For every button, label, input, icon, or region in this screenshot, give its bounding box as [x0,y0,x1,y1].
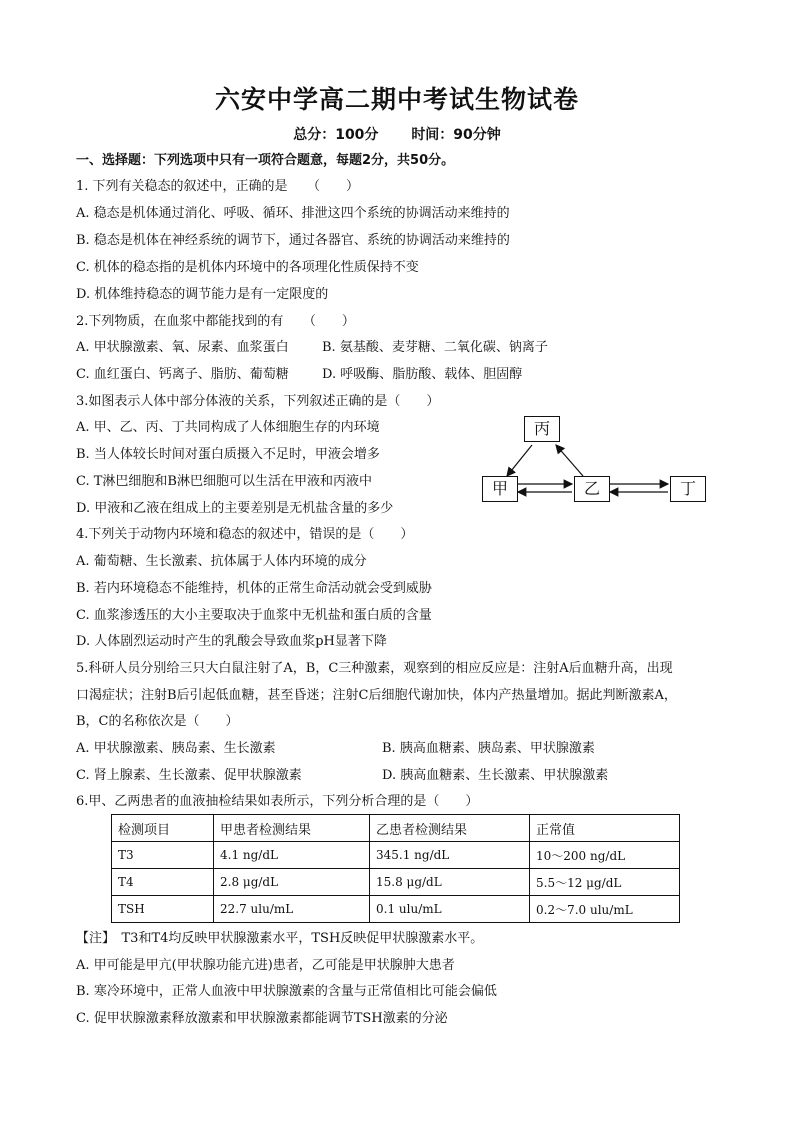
table-cell: T4 [112,869,214,896]
q1-option-d: D. 机体维持稳态的调节能力是有一定限度的 [76,287,329,302]
table-cell: 15.8 μg/dL [370,869,530,896]
q1-stem: 1. 下列有关稳态的叙述中，正确的是 （ ） [76,179,360,194]
blood-test-table [111,814,680,923]
table-cell: 0.2～7.0 ulu/mL [530,896,680,923]
table-cell: 2.8 μg/dL [214,869,370,896]
page-title: 六安中学高二期中考试生物试卷 [214,85,579,114]
q2-options-row1 [76,339,548,357]
q5-option-a: A. 甲状腺激素、胰岛素、生长激素 [76,741,276,756]
q5-option-c: C. 肾上腺素、生长激素、促甲状腺激素 [76,768,302,783]
body-fluid-diagram [480,410,720,510]
arrow-yi-to-bing [556,445,583,476]
q2-option-d: D. 呼吸酶、脂肪酸、载体、胆固醇 [322,367,523,382]
q6-option-c: C. 促甲状腺激素释放激素和甲状腺激素都能调节TSH激素的分泌 [76,1011,448,1026]
q3-option-a: A. 甲、乙、丙、丁共同构成了人体细胞生存的内环境 [76,420,380,435]
q1-option-b: B. 稳态是机体在神经系统的调节下，通过各器官、系统的协调活动来维持的 [76,233,510,248]
table-header-row [112,815,680,842]
q4-option-a: A. 葡萄糖、生长激素、抗体属于人体内环境的成分 [76,554,367,569]
q4-option-d: D. 人体剧烈运动时产生的乳酸会导致血浆pH显著下降 [76,634,387,649]
q5-options-row1 [76,740,595,758]
q5-stem-line2: 口渴症状；注射B后引起低血糖，甚至昏迷；注射C后细胞代谢加快，体内产热量增加。据此判断激素A， [76,688,677,703]
q5-options-row2 [76,767,609,785]
q6-stem: 6.甲、乙两患者的血液抽检结果如表所示，下列分析合理的是（ ） [76,794,479,809]
q3-option-c: C. T淋巴细胞和B淋巴细胞可以生活在甲液和丙液中 [76,474,372,489]
table-cell: 10～200 ng/dL [530,842,680,869]
table-row [112,869,680,896]
q1-option-a: A. 稳态是机体通过消化、呼吸、循环、排泄这四个系统的协调活动来维持的 [76,206,510,221]
q3-option-b: B. 当人体较长时间对蛋白质摄入不足时，甲液会增多 [76,447,380,462]
table-cell: 5.5～12 μg/dL [530,869,680,896]
q4-stem: 4.下列关于动物内环境和稳态的叙述中，错误的是（ ） [76,527,414,542]
section-heading: 一、选择题：下列选项中只有一项符合题意，每题2分，共50分。 [76,153,455,168]
table-cell: 4.1 ng/dL [214,842,370,869]
exam-info [0,124,794,144]
table-row [112,896,680,923]
node-bing: 丙 [524,416,560,442]
q4-option-c: C. 血浆渗透压的大小主要取决于血浆中无机盐和蛋白质的含量 [76,608,432,623]
table-header-cell: 检测项目 [112,815,214,842]
q6-note: 【注】 T3和T4均反映甲状腺激素水平，TSH反映促甲状腺激素水平。 [76,931,484,946]
q3-option-d: D. 甲液和乙液在组成上的主要差别是无机盐含量的多少 [76,501,394,516]
q2-option-c: C. 血红蛋白、钙离子、脂肪、葡萄糖 [76,367,289,382]
exam-time: 时间：90分钟 [411,127,501,143]
q6-option-b: B. 寒冷环境中，正常人血液中甲状腺激素的含量与正常值相比可能会偏低 [76,984,497,999]
q2-option-b: B. 氨基酸、麦芽糖、二氧化碳、钠离子 [322,340,548,355]
table-header-cell: 甲患者检测结果 [214,815,370,842]
q4-option-b: B. 若内环境稳态不能维持，机体的正常生命活动就会受到威胁 [76,581,432,596]
arrow-bing-to-jia [507,445,532,476]
table-cell: T3 [112,842,214,869]
table-cell: 345.1 ng/dL [370,842,530,869]
table-cell: 0.1 ulu/mL [370,896,530,923]
q6-option-a: A. 甲可能是甲亢(甲状腺功能亢进)患者，乙可能是甲状腺肿大患者 [76,958,455,973]
q2-options-row2 [76,366,523,384]
node-ding: 丁 [670,476,706,502]
q3-stem: 3.如图表示人体中部分体液的关系，下列叙述正确的是（ ） [76,394,440,409]
q2-stem: 2.下列物质，在血浆中都能找到的有 （ ） [76,314,355,329]
table-header-cell: 乙患者检测结果 [370,815,530,842]
q5-option-d: D. 胰高血糖素、生长激素、甲状腺激素 [382,768,609,783]
table-header-cell: 正常值 [530,815,680,842]
q2-option-a: A. 甲状腺激素、氧、尿素、血浆蛋白 [76,340,289,355]
table-cell: TSH [112,896,214,923]
table-row [112,842,680,869]
q5-option-b: B. 胰高血糖素、胰岛素、甲状腺激素 [382,741,595,756]
q5-stem-line3: B，C的名称依次是（ ） [76,714,239,729]
node-jia: 甲 [482,476,518,502]
q5-stem-line1: 5.科研人员分别给三只大白鼠注射了A，B，C三种激素，观察到的相应反应是：注射A后血糖升高，出现 [76,661,673,676]
table-cell: 22.7 ulu/mL [214,896,370,923]
total-score: 总分：100分 [293,127,379,143]
q1-option-c: C. 机体的稳态指的是机体内环境中的各项理化性质保持不变 [76,260,419,275]
node-yi: 乙 [574,476,610,502]
